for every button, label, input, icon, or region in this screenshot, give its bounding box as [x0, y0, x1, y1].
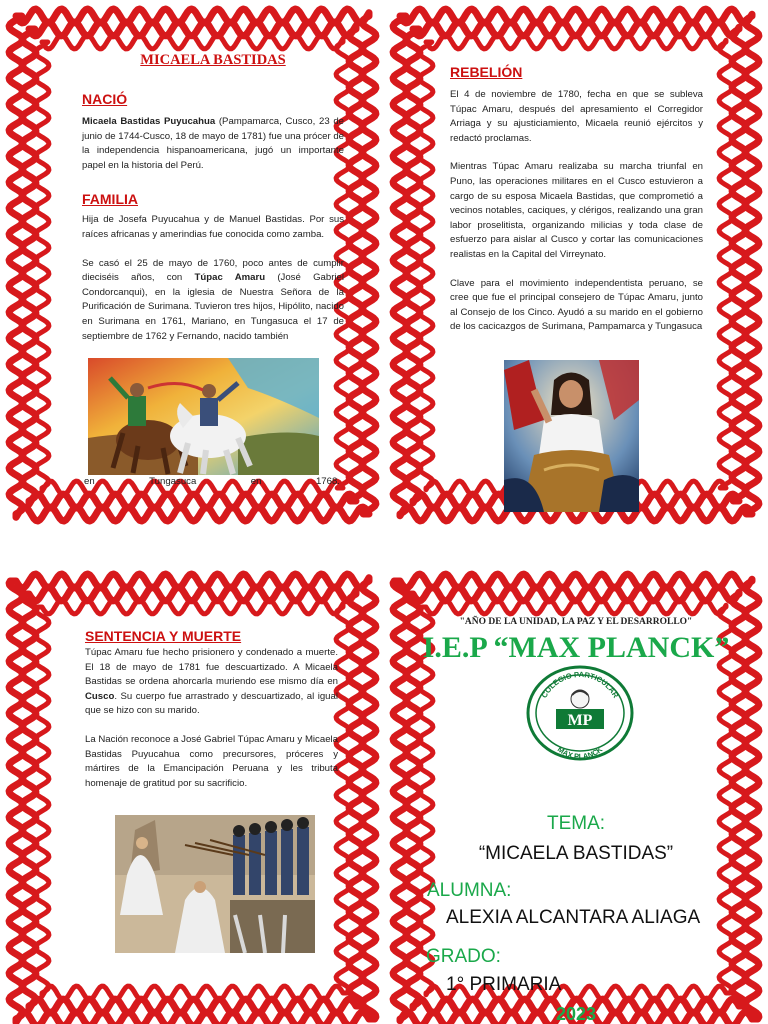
rebelion-paragraph-1: El 4 de noviembre de 1780, fecha en que se subleva Túpac Amaru, después del apresamiento el Corregidor Arriaga y su ajusticiamiento, Micaela reunió ejércitos y redactó proclamas. [450, 89, 703, 144]
nacio-text: (Pampamarca, Cusco, 23 de junio de 1744-Cusco, 18 de mayo de 1781) fue una prócer de la independencia hispanoamericana, jugó un importante papel en la historia del Perú. [82, 116, 344, 171]
execution-scene-painting [115, 815, 315, 953]
familia-paragraph-end: en Tungasuca en 1768. [84, 476, 340, 487]
rebelion-paragraph-2: Mientras Túpac Amaru realizaba su marcha triunfal en Puno, las operaciones militares en el Cusco estuvieron a cargo de su esposa Micaela Bastidas, que comprometió a vecinos notables, caciques, y clérigos, realizando una gran labor proselitista, organizando milicias y toda clase de esfuerzo para aislar al Cusco y cortar las comunicaciones realistas en la Capital del Virreynato. [450, 161, 703, 260]
sentencia-paragraph-2: La Nación reconoce a José Gabriel Túpac Amaru y Micaela Bastidas Puyucahua como precursores, próceres y mártires de la Emancipación Peruana y les tributa homenaje de gratitud por su sacrificio. [85, 733, 338, 789]
grado-value: 1° PRIMARIA [446, 974, 562, 995]
panel-cover [384, 565, 768, 1024]
tema-label: TEMA: [546, 813, 606, 834]
alumna-label: ALUMNA: [427, 880, 512, 901]
panel-sentencia [0, 565, 385, 1024]
school-name: I.E.P “MAX PLANCK” [422, 631, 730, 664]
heading-familia: FAMILIA [82, 191, 138, 208]
micaela-portrait [504, 360, 639, 512]
logo-bottom-text: MAX PLANCK [555, 744, 605, 761]
rebelion-paragraph-3: Clave para el movimiento independentista peruano, se cree que fue el principal consejero de Túpac Amaru, junto al Consejo de los Cinco. Ayudó a su marido en el gobierno de los cacicazgos de Surimana, Pampamarca y Tungasuca [450, 277, 703, 333]
familia-paragraph-1: Hija de Josefa Puyucahua y de Manuel Bastidas. Por sus raíces africanas y amerindias fue conocida como zamba. [82, 214, 344, 240]
nacio-paragraph [82, 115, 344, 173]
panel-micaela-intro [0, 0, 385, 530]
heading-rebelion: REBELIÓN [450, 64, 523, 80]
alumna-value: ALEXIA ALCANTARA ALIAGA [446, 907, 701, 928]
logo-top-text: COLEGIO PARTICULAR [539, 669, 621, 700]
sentencia-paragraph-1: Túpac Amaru fue hecho prisionero y condenado a muerte. El 18 de mayo de 1781 fue descuartizado. A Micaela Bastidas se ordena ahorcarla muriendo ese mismo día en Cusco. Su cuerpo fue arrastrado y descuartizado, al igual que se hizo con su marido. [85, 647, 338, 717]
page-title: MICAELA BASTIDAS [140, 52, 286, 68]
school-logo [526, 665, 634, 761]
panel-rebelion [384, 0, 768, 530]
year-motto: "AÑO DE LA UNIDAD, LA PAZ Y EL DESARROLLO" [459, 617, 693, 627]
nacio-bold: Micaela Bastidas Puyucahua [82, 116, 216, 127]
logo-mark: MP [567, 712, 593, 729]
horse-riders-painting [88, 358, 319, 475]
heading-sentencia: SENTENCIA Y MUERTE [85, 628, 242, 644]
year-value: 2023 [556, 1004, 597, 1024]
tupac-amaru-bold: Túpac Amaru [194, 272, 266, 284]
familia-paragraph-2: Se casó el 25 de mayo de 1760, poco antes de cumplir dieciséis años, con Túpac Amaru (José Gabriel Condorcanqui), en la iglesia de Nuestra Señora de la Purificación de Surimana. Tuvieron tres hijos, Hipólito, nacido en Surimana en 1761, Mariano, en Tungasuca el 17 de septiembre de 1762 y Fernando, nacido también [82, 257, 345, 342]
tema-value: “MICAELA BASTIDAS” [478, 843, 674, 864]
heading-nacio: NACIÓ [82, 91, 128, 107]
cusco-bold: Cusco [85, 690, 115, 702]
grado-label: GRADO: [426, 946, 501, 967]
